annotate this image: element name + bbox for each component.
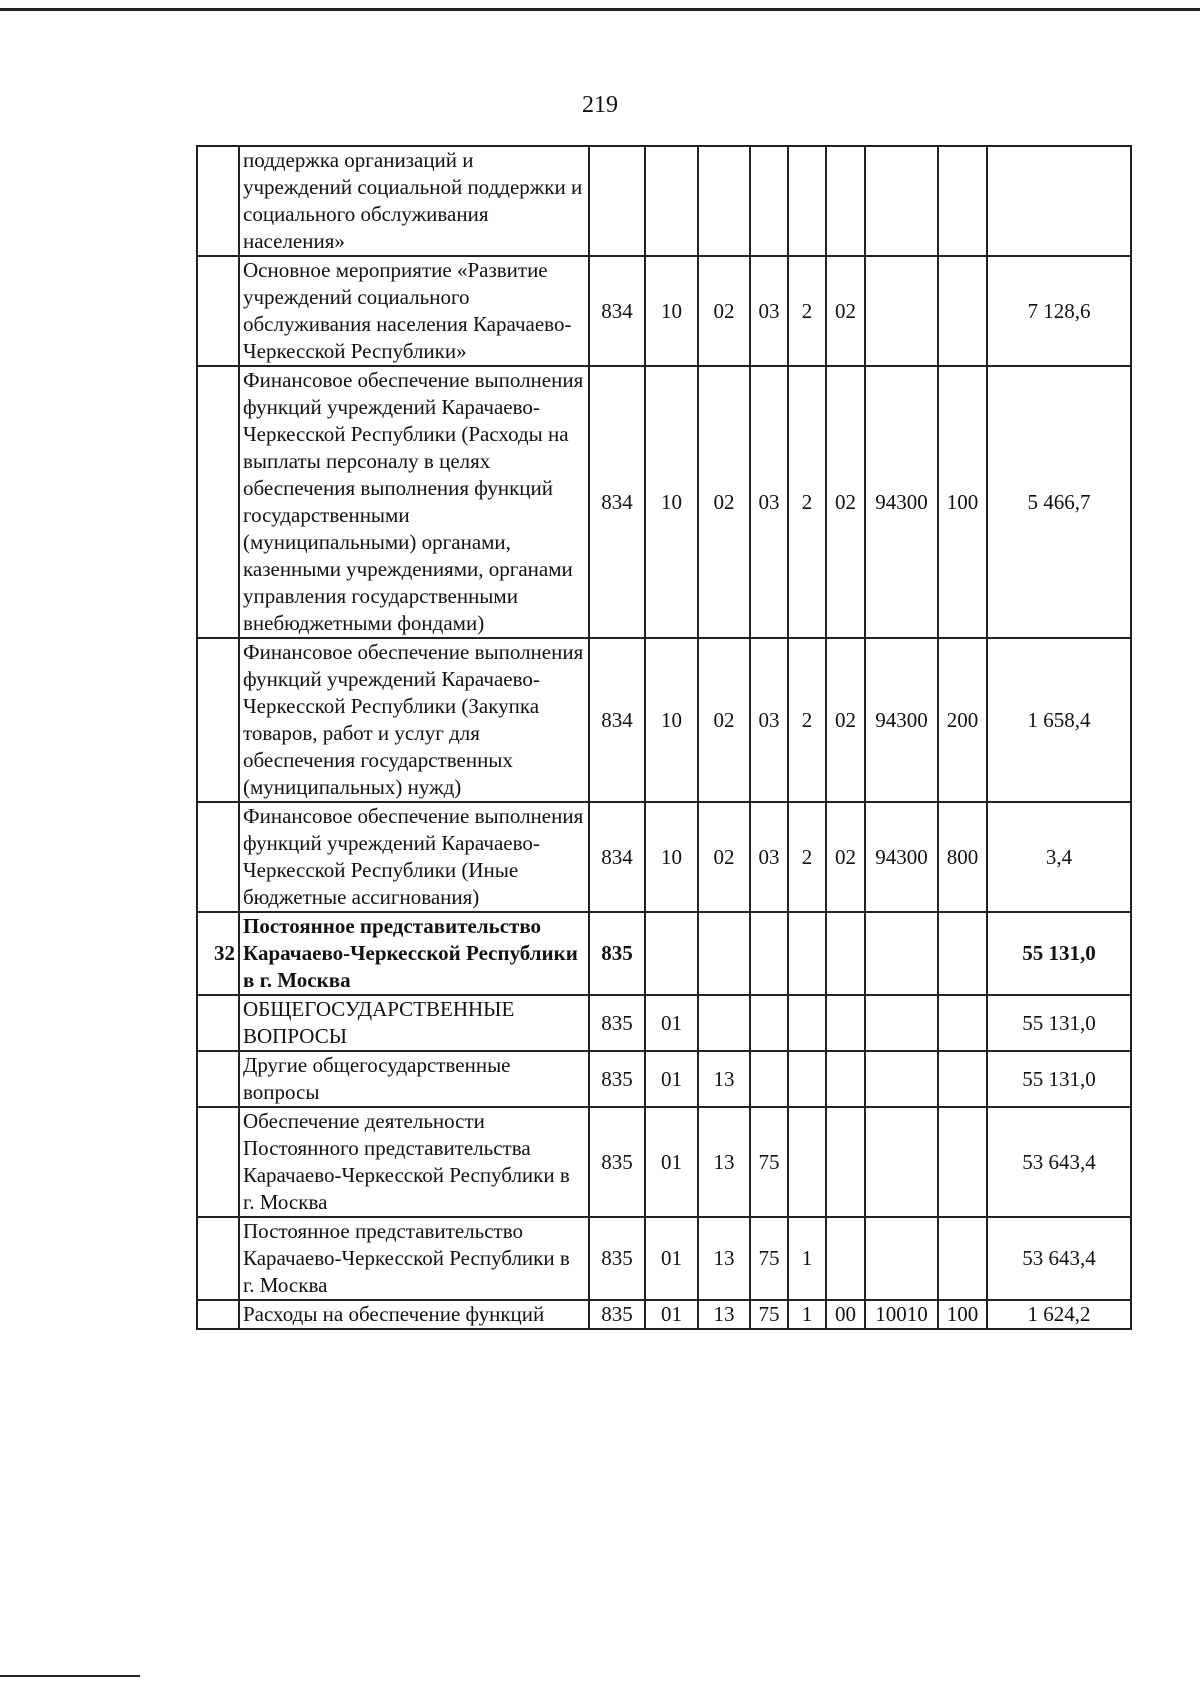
row-number-cell <box>197 1217 239 1300</box>
program-code-cell <box>750 995 788 1051</box>
direction-code-cell: 10010 <box>865 1300 938 1329</box>
item-name-cell: поддержка организаций и учреждений социальной поддержки и социального обслуживания населения» <box>239 146 589 256</box>
ministry-code-cell: 835 <box>589 1051 645 1107</box>
item-name-cell: ОБЩЕГОСУДАРСТВЕННЫЕ ВОПРОСЫ <box>239 995 589 1051</box>
row-number-cell <box>197 366 239 638</box>
table-body <box>197 146 1131 1329</box>
event-code-cell: 02 <box>826 638 865 802</box>
row-number-cell <box>197 146 239 256</box>
ministry-code-cell: 834 <box>589 366 645 638</box>
expense-type-cell <box>938 1051 987 1107</box>
expense-type-cell: 200 <box>938 638 987 802</box>
section-code-cell: 10 <box>645 802 698 912</box>
section-code-cell: 10 <box>645 366 698 638</box>
section-code-cell <box>645 146 698 256</box>
event-code-cell <box>826 912 865 995</box>
amount-cell: 5 466,7 <box>987 366 1131 638</box>
ministry-code-cell: 834 <box>589 802 645 912</box>
bottom-rule <box>0 1675 140 1677</box>
item-name-cell: Основное мероприятие «Развитие учреждений социального обслуживания населения Карачаево-Черкесской Республики» <box>239 256 589 366</box>
event-code-cell <box>826 1051 865 1107</box>
event-code-cell: 00 <box>826 1300 865 1329</box>
subsection-code-cell: 02 <box>698 256 750 366</box>
item-name-cell: Финансовое обеспечение выполнения функций учреждений Карачаево-Черкесской Республики (Иные бюджетные ассигнования) <box>239 802 589 912</box>
program-code-cell: 03 <box>750 256 788 366</box>
item-name-cell: Финансовое обеспечение выполнения функций учреждений Карачаево-Черкесской Республики (Закупка товаров, работ и услуг для обеспечения государственных (муниципальных) нужд) <box>239 638 589 802</box>
subprogram-code-cell: 2 <box>788 638 826 802</box>
direction-code-cell: 94300 <box>865 638 938 802</box>
table-row <box>197 366 1131 638</box>
direction-code-cell: 94300 <box>865 802 938 912</box>
subprogram-code-cell <box>788 912 826 995</box>
budget-table <box>196 145 1132 1330</box>
row-number-cell <box>197 1300 239 1329</box>
section-code-cell: 01 <box>645 995 698 1051</box>
ministry-code-cell: 835 <box>589 912 645 995</box>
row-number-cell <box>197 1051 239 1107</box>
program-code-cell: 03 <box>750 802 788 912</box>
section-code-cell: 10 <box>645 256 698 366</box>
amount-cell: 3,4 <box>987 802 1131 912</box>
expense-type-cell <box>938 1107 987 1217</box>
program-code-cell <box>750 146 788 256</box>
item-name-cell: Финансовое обеспечение выполнения функций учреждений Карачаево-Черкесской Республики (Расходы на выплаты персоналу в целях обеспечения выполнения функций государственными (муниципальными) органами, казенными учреждениями, органами управления государственными внебюджетными фондами) <box>239 366 589 638</box>
expense-type-cell <box>938 995 987 1051</box>
subprogram-code-cell <box>788 995 826 1051</box>
ministry-code-cell: 835 <box>589 1217 645 1300</box>
amount-cell: 7 128,6 <box>987 256 1131 366</box>
section-code-cell <box>645 912 698 995</box>
direction-code-cell <box>865 146 938 256</box>
direction-code-cell <box>865 912 938 995</box>
direction-code-cell <box>865 1217 938 1300</box>
expense-type-cell <box>938 912 987 995</box>
page-number: 219 <box>582 92 618 118</box>
event-code-cell <box>826 1217 865 1300</box>
item-name-cell: Расходы на обеспечение функций <box>239 1300 589 1329</box>
ministry-code-cell: 834 <box>589 638 645 802</box>
subprogram-code-cell: 2 <box>788 802 826 912</box>
subsection-code-cell: 02 <box>698 802 750 912</box>
row-number-cell: 32 <box>197 912 239 995</box>
amount-cell: 55 131,0 <box>987 1051 1131 1107</box>
subprogram-code-cell: 2 <box>788 366 826 638</box>
subsection-code-cell: 02 <box>698 366 750 638</box>
program-code-cell: 03 <box>750 366 788 638</box>
ministry-code-cell: 835 <box>589 1300 645 1329</box>
program-code-cell <box>750 912 788 995</box>
section-code-cell: 01 <box>645 1107 698 1217</box>
table-row <box>197 995 1131 1051</box>
amount-cell: 53 643,4 <box>987 1217 1131 1300</box>
table-row <box>197 256 1131 366</box>
subsection-code-cell: 13 <box>698 1051 750 1107</box>
subprogram-code-cell <box>788 1107 826 1217</box>
program-code-cell: 75 <box>750 1107 788 1217</box>
row-number-cell <box>197 1107 239 1217</box>
row-number-cell <box>197 802 239 912</box>
event-code-cell: 02 <box>826 256 865 366</box>
event-code-cell <box>826 146 865 256</box>
table-row <box>197 1107 1131 1217</box>
subsection-code-cell <box>698 912 750 995</box>
ministry-code-cell <box>589 146 645 256</box>
subprogram-code-cell <box>788 146 826 256</box>
direction-code-cell: 94300 <box>865 366 938 638</box>
subprogram-code-cell <box>788 1051 826 1107</box>
ministry-code-cell: 835 <box>589 1107 645 1217</box>
program-code-cell: 75 <box>750 1300 788 1329</box>
subsection-code-cell: 13 <box>698 1217 750 1300</box>
section-code-cell: 10 <box>645 638 698 802</box>
section-code-cell: 01 <box>645 1051 698 1107</box>
item-name-cell: Постоянное представительство Карачаево-Черкесской Республики в г. Москва <box>239 912 589 995</box>
subprogram-code-cell: 1 <box>788 1300 826 1329</box>
event-code-cell: 02 <box>826 802 865 912</box>
expense-type-cell: 800 <box>938 802 987 912</box>
table-row <box>197 638 1131 802</box>
row-number-cell <box>197 638 239 802</box>
subsection-code-cell <box>698 146 750 256</box>
row-number-cell <box>197 256 239 366</box>
expense-type-cell <box>938 256 987 366</box>
direction-code-cell <box>865 256 938 366</box>
direction-code-cell <box>865 1107 938 1217</box>
expense-type-cell: 100 <box>938 1300 987 1329</box>
subsection-code-cell: 02 <box>698 638 750 802</box>
event-code-cell <box>826 1107 865 1217</box>
amount-cell: 55 131,0 <box>987 995 1131 1051</box>
amount-cell <box>987 146 1131 256</box>
section-code-cell: 01 <box>645 1300 698 1329</box>
amount-cell: 55 131,0 <box>987 912 1131 995</box>
row-number-cell <box>197 995 239 1051</box>
expense-type-cell <box>938 1217 987 1300</box>
event-code-cell: 02 <box>826 366 865 638</box>
item-name-cell: Обеспечение деятельности Постоянного представительства Карачаево-Черкесской Республики в г. Москва <box>239 1107 589 1217</box>
expense-type-cell <box>938 146 987 256</box>
top-rule <box>0 8 1200 11</box>
subprogram-code-cell: 2 <box>788 256 826 366</box>
table-row <box>197 912 1131 995</box>
event-code-cell <box>826 995 865 1051</box>
item-name-cell: Постоянное представительство Карачаево-Черкесской Республики в г. Москва <box>239 1217 589 1300</box>
table-row <box>197 802 1131 912</box>
direction-code-cell <box>865 1051 938 1107</box>
amount-cell: 1 624,2 <box>987 1300 1131 1329</box>
program-code-cell <box>750 1051 788 1107</box>
table-row <box>197 1300 1131 1329</box>
amount-cell: 53 643,4 <box>987 1107 1131 1217</box>
subsection-code-cell: 13 <box>698 1107 750 1217</box>
subprogram-code-cell: 1 <box>788 1217 826 1300</box>
ministry-code-cell: 834 <box>589 256 645 366</box>
subsection-code-cell <box>698 995 750 1051</box>
direction-code-cell <box>865 995 938 1051</box>
amount-cell: 1 658,4 <box>987 638 1131 802</box>
table-row <box>197 1051 1131 1107</box>
ministry-code-cell: 835 <box>589 995 645 1051</box>
program-code-cell: 03 <box>750 638 788 802</box>
program-code-cell: 75 <box>750 1217 788 1300</box>
table-row <box>197 146 1131 256</box>
section-code-cell: 01 <box>645 1217 698 1300</box>
expense-type-cell: 100 <box>938 366 987 638</box>
subsection-code-cell: 13 <box>698 1300 750 1329</box>
table-row <box>197 1217 1131 1300</box>
item-name-cell: Другие общегосударственные вопросы <box>239 1051 589 1107</box>
